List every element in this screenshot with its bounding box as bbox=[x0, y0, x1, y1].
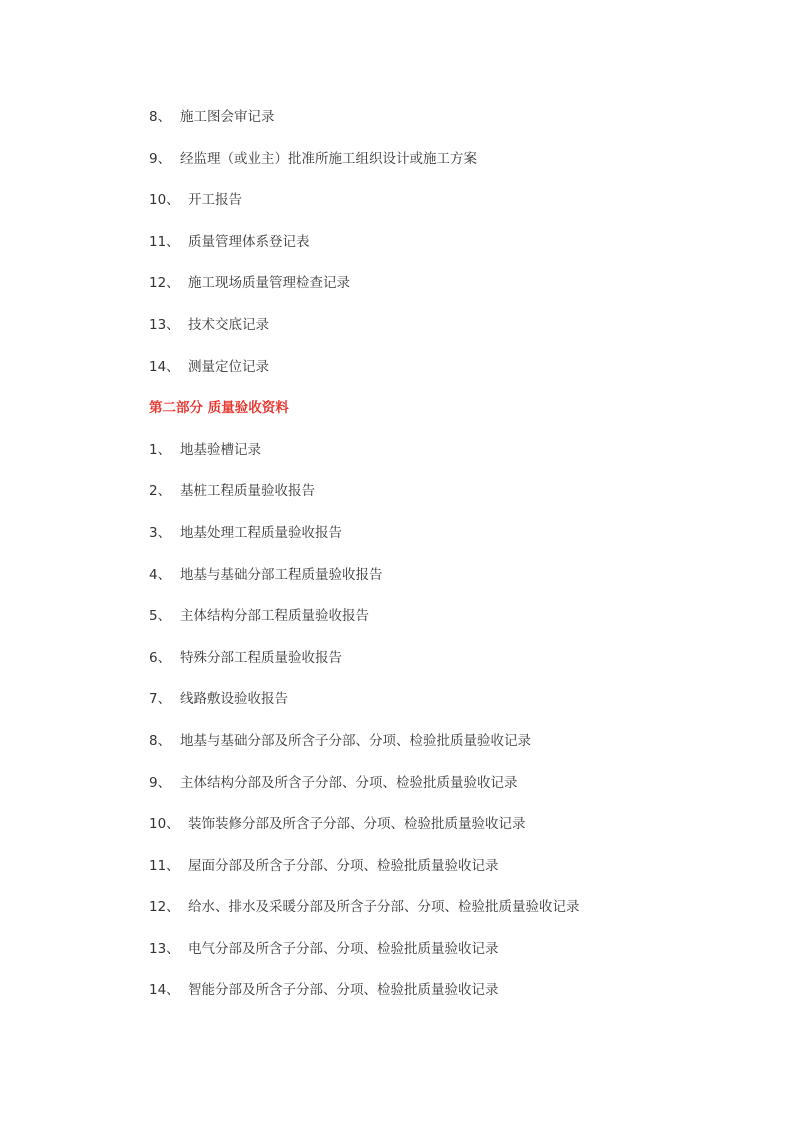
item-number: 10、 bbox=[149, 816, 180, 833]
item-text: 质量管理体系登记表 bbox=[188, 233, 310, 250]
list-item bbox=[149, 272, 749, 314]
item-number: 13、 bbox=[149, 316, 180, 333]
item-text: 技术交底记录 bbox=[188, 316, 269, 333]
list-item bbox=[149, 356, 749, 398]
item-text: 基桩工程质量验收报告 bbox=[180, 483, 315, 500]
list-item bbox=[149, 688, 749, 730]
list-item bbox=[149, 979, 749, 1021]
list-item bbox=[149, 813, 749, 855]
item-number: 12、 bbox=[149, 899, 180, 916]
list-item bbox=[149, 938, 749, 980]
list-item bbox=[149, 772, 749, 814]
document-list bbox=[149, 106, 749, 1021]
item-number: 2、 bbox=[149, 483, 172, 500]
list-item bbox=[149, 231, 749, 273]
item-text: 特殊分部工程质量验收报告 bbox=[180, 649, 342, 666]
item-number: 7、 bbox=[149, 691, 172, 708]
item-text: 施工图会审记录 bbox=[180, 109, 275, 125]
list-item bbox=[149, 148, 749, 190]
list-item bbox=[149, 730, 749, 772]
section-heading-row bbox=[149, 397, 749, 439]
item-text: 地基处理工程质量验收报告 bbox=[180, 524, 342, 541]
item-number: 9、 bbox=[149, 150, 172, 167]
item-text: 测量定位记录 bbox=[188, 358, 269, 375]
item-number: 10、 bbox=[149, 192, 180, 209]
item-number: 1、 bbox=[149, 441, 172, 458]
list-item bbox=[149, 605, 749, 647]
list-item bbox=[149, 896, 749, 938]
list-item bbox=[149, 106, 749, 148]
item-number: 3、 bbox=[149, 524, 172, 541]
item-number: 8、 bbox=[149, 732, 172, 749]
item-number: 14、 bbox=[149, 358, 180, 375]
item-number: 12、 bbox=[149, 275, 180, 292]
item-number: 14、 bbox=[149, 982, 180, 999]
item-text: 线路敷设验收报告 bbox=[180, 691, 288, 708]
item-text: 施工现场质量管理检查记录 bbox=[188, 275, 350, 292]
item-number: 9、 bbox=[149, 774, 172, 791]
list-item bbox=[149, 314, 749, 356]
item-text: 屋面分部及所含子分部、分项、检验批质量验收记录 bbox=[188, 857, 499, 874]
list-item bbox=[149, 855, 749, 897]
item-text: 给水、排水及采暖分部及所含子分部、分项、检验批质量验收记录 bbox=[188, 899, 580, 916]
item-number: 11、 bbox=[149, 857, 180, 874]
item-number: 5、 bbox=[149, 608, 172, 625]
list-item bbox=[149, 564, 749, 606]
list-item bbox=[149, 647, 749, 689]
item-number: 11、 bbox=[149, 233, 180, 250]
item-text: 智能分部及所含子分部、分项、检验批质量验收记录 bbox=[188, 982, 499, 999]
item-text: 主体结构分部工程质量验收报告 bbox=[180, 608, 369, 625]
list-item bbox=[149, 189, 749, 231]
item-text: 地基与基础分部工程质量验收报告 bbox=[180, 566, 383, 583]
item-text: 装饰装修分部及所含子分部、分项、检验批质量验收记录 bbox=[188, 816, 526, 833]
item-text: 电气分部及所含子分部、分项、检验批质量验收记录 bbox=[188, 940, 499, 957]
item-text: 地基与基础分部及所含子分部、分项、检验批质量验收记录 bbox=[180, 732, 531, 749]
list-item bbox=[149, 480, 749, 522]
item-text: 地基验槽记录 bbox=[180, 441, 261, 458]
section-heading: 第二部分 质量验收资料 bbox=[149, 400, 289, 417]
item-text: 开工报告 bbox=[188, 192, 242, 209]
item-text: 主体结构分部及所含子分部、分项、检验批质量验收记录 bbox=[180, 774, 518, 791]
list-item bbox=[149, 522, 749, 564]
item-number: 6、 bbox=[149, 649, 172, 666]
item-number: 4、 bbox=[149, 566, 172, 583]
item-number: 8、 bbox=[149, 109, 172, 125]
item-number: 13、 bbox=[149, 940, 180, 957]
list-item bbox=[149, 439, 749, 481]
item-text: 经监理（或业主）批准所施工组织设计或施工方案 bbox=[180, 150, 477, 167]
